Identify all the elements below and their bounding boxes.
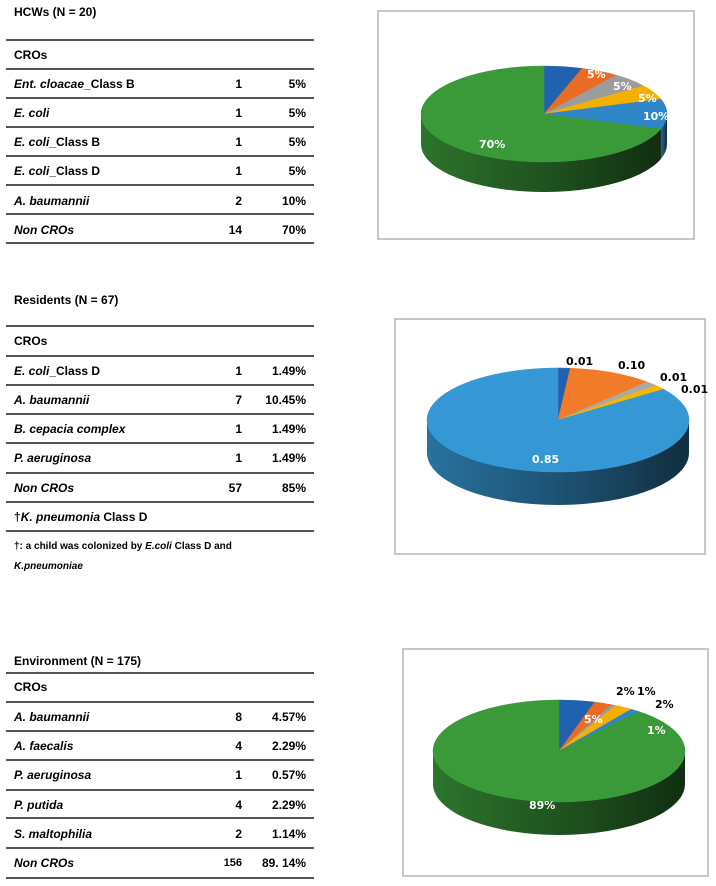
table-rule — [6, 413, 314, 415]
table-rule — [6, 759, 314, 761]
organism-name: A. baumannii — [14, 194, 90, 208]
table-rule — [6, 472, 314, 474]
environment-pie-chart — [402, 648, 709, 877]
table-header: CROs — [14, 680, 48, 694]
count: 1 — [235, 106, 242, 120]
percent: 2.29% — [271, 798, 306, 812]
organism-name: Ent. cloacae — [14, 77, 85, 91]
footnote-organism: K.pneumoniae — [14, 561, 83, 572]
percent: 4.57% — [271, 710, 306, 724]
organism-class: _Class B — [84, 77, 135, 91]
organism-name: P. aeruginosa — [14, 768, 92, 782]
count: 14 — [228, 223, 242, 237]
organism-class: _Class D — [49, 364, 101, 378]
count: 1 — [235, 364, 242, 378]
table-rule — [6, 355, 314, 357]
pie-data-label: 5% — [613, 80, 632, 93]
organism-name: E. coli — [14, 135, 50, 149]
pie-data-label: 1% — [637, 685, 656, 698]
table-rule — [6, 442, 314, 444]
count: 2 — [235, 827, 242, 841]
dagger-mark: † — [14, 510, 21, 524]
organism-name: Non CROs — [14, 856, 74, 870]
percent: 5% — [288, 135, 306, 149]
footnote — [14, 541, 232, 552]
count: 1 — [235, 768, 242, 782]
percent: 1.49% — [271, 422, 306, 436]
table-rule — [6, 155, 314, 157]
pie-data-label: 0.01 — [660, 371, 688, 384]
pie-data-label: 10% — [643, 110, 670, 123]
environment-title: Environment (N = 175) — [14, 654, 142, 668]
table-rule — [6, 325, 314, 327]
table-rule — [6, 126, 314, 128]
pie-slice — [433, 700, 685, 802]
organism-name: A. faecalis — [14, 739, 74, 753]
pie-data-label: 89% — [529, 799, 556, 812]
organism-name: Non CROs — [14, 223, 74, 237]
footnote-organism: E.coli — [145, 541, 172, 552]
percent: 2.29% — [271, 739, 306, 753]
table-rule — [6, 242, 314, 244]
count: 1 — [235, 77, 242, 91]
pie-chart-svg — [396, 320, 708, 557]
percent: 85% — [281, 481, 306, 495]
organism-class: _Class B — [49, 135, 101, 149]
organism-name: S. maltophilia — [14, 827, 93, 841]
hcws-title: HCWs (N = 20) — [14, 5, 97, 19]
hcws-pie-chart — [377, 10, 695, 240]
count: 4 — [235, 798, 242, 812]
table-rule — [6, 730, 314, 732]
organism-name: E. coli — [14, 106, 50, 120]
pie-data-label: 2% — [616, 685, 635, 698]
count: 156 — [223, 857, 242, 869]
pie-data-label: 0.01 — [566, 355, 594, 368]
count: 8 — [235, 710, 242, 724]
residents-pie-chart — [394, 318, 706, 555]
table-rule — [6, 789, 314, 791]
organism-name: E. coli — [14, 364, 50, 378]
percent: 1.49% — [271, 364, 306, 378]
percent: 1.49% — [271, 451, 306, 465]
residents-title: Residents (N = 67) — [14, 293, 119, 307]
table-rule — [6, 847, 314, 849]
organism-name: P. putida — [14, 798, 64, 812]
pie-data-label: 5% — [584, 713, 603, 726]
organism-name: B. cepacia complex — [14, 422, 126, 436]
percent: 5% — [288, 77, 306, 91]
pie-chart-svg — [379, 12, 697, 242]
percent: 5% — [288, 106, 306, 120]
percent: 5% — [288, 164, 306, 178]
count: 2 — [235, 194, 242, 208]
table-rule — [6, 39, 314, 41]
footnote-text: †: a child was colonized by — [14, 541, 146, 552]
pie-data-label: 0.10 — [618, 359, 646, 372]
pie-data-label: 0.01 — [681, 383, 708, 396]
pie-data-label: 5% — [638, 92, 657, 105]
organism-name: P. aeruginosa — [14, 451, 92, 465]
count: 1 — [235, 164, 242, 178]
organism-name: E. coli — [14, 164, 50, 178]
pie-data-label: 1% — [647, 724, 666, 737]
table-rule — [6, 97, 314, 99]
table-rule — [6, 672, 314, 674]
table-rule — [6, 877, 314, 879]
percent: 1.14% — [271, 827, 306, 841]
percent: 70% — [281, 223, 306, 237]
table-rule — [6, 68, 314, 70]
count: 1 — [235, 135, 242, 149]
count: 4 — [235, 739, 242, 753]
organism-name: A. baumannii — [14, 393, 90, 407]
organism-class: Class D — [100, 510, 148, 524]
table-rule — [6, 530, 314, 532]
count: 1 — [235, 451, 242, 465]
percent: 10% — [281, 194, 306, 208]
footnote-text: Class D and — [171, 541, 232, 552]
table-rule — [6, 501, 314, 503]
table-rule — [6, 184, 314, 186]
count: 7 — [235, 393, 242, 407]
organism-name: K. pneumonia — [20, 510, 101, 524]
organism-name: Non CROs — [14, 481, 74, 495]
percent: 10.45% — [265, 393, 306, 407]
table-header: CROs — [14, 334, 48, 348]
table-rule — [6, 701, 314, 703]
organism-class: _Class D — [49, 164, 101, 178]
percent: 0.57% — [271, 768, 306, 782]
table-rule — [6, 384, 314, 386]
pie-data-label: 70% — [479, 138, 506, 151]
footnote-line2 — [14, 561, 83, 572]
table-rule — [6, 817, 314, 819]
count: 1 — [235, 422, 242, 436]
pie-data-label: 2% — [655, 698, 674, 711]
organism-name: A. baumannii — [14, 710, 90, 724]
count: 57 — [228, 481, 242, 495]
percent: 89. 14% — [261, 856, 306, 870]
pie-chart-svg — [404, 650, 711, 879]
table-rule — [6, 213, 314, 215]
pie-data-label: 0.85 — [532, 453, 560, 466]
pie-data-label: 5% — [587, 68, 606, 81]
table-header: CROs — [14, 48, 48, 62]
